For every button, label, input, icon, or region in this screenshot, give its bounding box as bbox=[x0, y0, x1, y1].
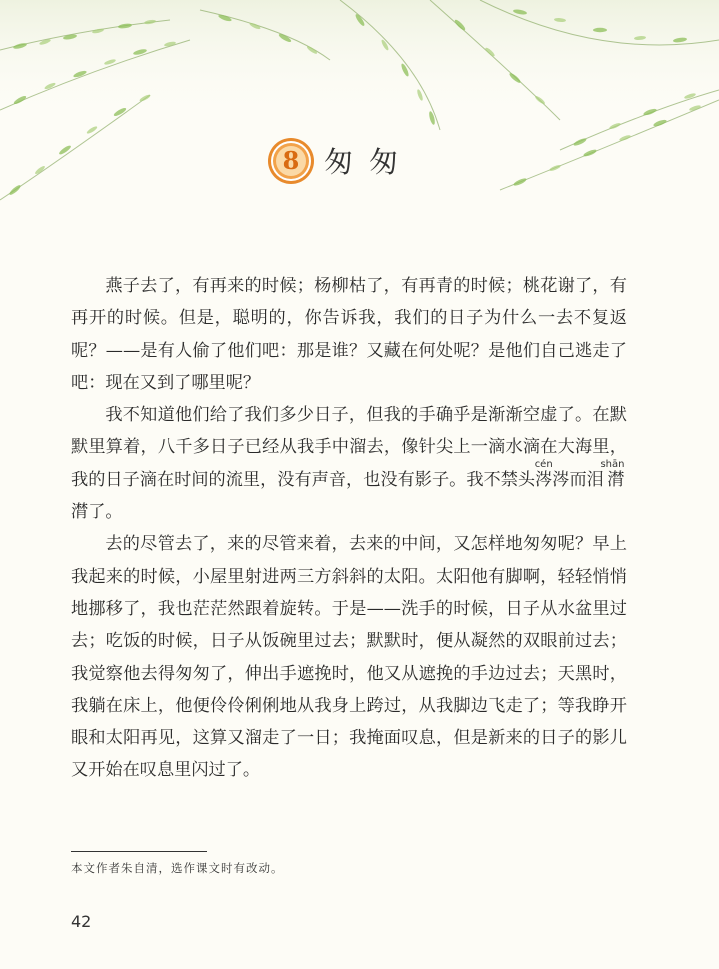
ruby-cen bbox=[534, 458, 553, 490]
footnote: 本文作者朱自清，选作课文时有改动。 bbox=[71, 861, 284, 875]
ruby-shan bbox=[600, 458, 625, 490]
ruby-shan-char: 潸 bbox=[600, 469, 625, 490]
paragraph-1: 燕子去了，有再来的时候；杨柳枯了，有再青的时候；桃花谢了，有再开的时候。但是，聪明的，你告诉我，我们的日子为什么一去不复返呢？——是有人偷了他们吧：那是谁？又藏在何处呢？是他们自己逃走了吧：现在又到了哪里呢？ bbox=[71, 276, 627, 393]
paragraph-2-text-c: 潸了。 bbox=[71, 502, 123, 523]
lesson-header bbox=[0, 141, 719, 185]
page-number: 42 bbox=[71, 912, 92, 931]
willow-branches-icon bbox=[0, 0, 719, 240]
ruby-cen-pinyin: cén bbox=[534, 458, 553, 470]
lesson-number-badge bbox=[271, 141, 311, 181]
footnote-divider bbox=[71, 851, 207, 852]
ruby-cen-char: 涔 bbox=[534, 469, 553, 490]
lesson-number: 8 bbox=[276, 146, 306, 176]
paragraph-3: 去的尽管去了，来的尽管来着，去来的中间，又怎样地匆匆呢？早上我起来的时候，小屋里射进两三方斜斜的太阳。太阳他有脚啊，轻轻悄悄地挪移了，我也茫茫然跟着旋转。于是——洗手的时候，日子从水盆里过去；吃饭的时候，日子从饭碗里过去；默默时，便从凝然的双眼前过去；我觉察他去得匆匆了，伸出手遮挽时，他又从遮挽的手边过去；天黑时，我躺在床上，他便伶伶俐俐地从我身上跨过，从我脚边飞走了；等我睁开眼和太阳再见，这算又溜走了一日；我掩面叹息，但是新来的日子的影儿又开始在叹息里闪过了。 bbox=[71, 534, 627, 781]
paragraph-2-text-b: 涔而泪 bbox=[552, 469, 604, 490]
paragraph-2 bbox=[71, 399, 627, 528]
lesson-title: 匆匆 bbox=[324, 145, 415, 179]
ruby-shan-pinyin: shān bbox=[600, 458, 625, 470]
article-body bbox=[71, 270, 627, 787]
paragraph-2-text-a: 我不知道他们给了我们多少日子，但我的手确乎是渐渐空虚了。在默默里算着，八千多日子已经从我手中溜去，像针尖上一滴水滴在大海里，我的日子滴在时间的流里，没有声音，也没有影子。我不禁头 bbox=[71, 405, 627, 490]
